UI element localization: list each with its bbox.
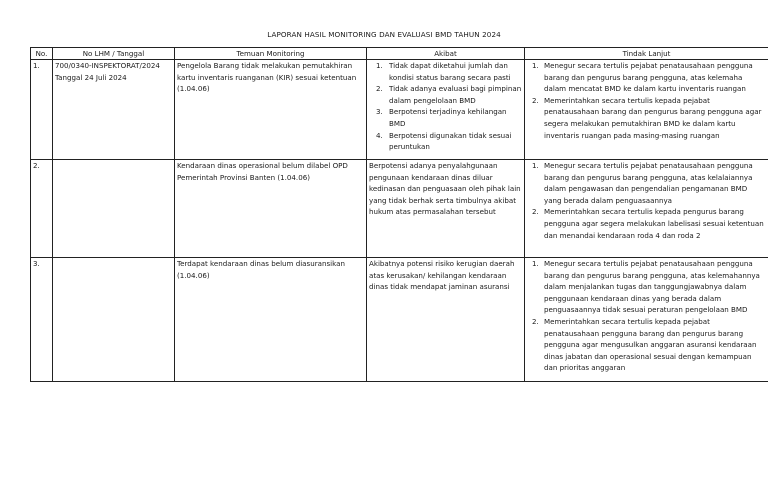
temuan-cell: Pengelola Barang tidak melakukan pemutakhiran kartu inventaris ruanganan (KIR) sesuai ketentuan (1.04.06) (175, 60, 367, 160)
row-number: 2. (31, 160, 53, 258)
akibat-cell: Akibatnya potensi risiko kerugian daerah atas kerusakan/ kehilangan kendaraan dinas tidak mendapat jaminan asuransi (367, 258, 525, 382)
table-row (31, 258, 768, 382)
list-item: 1. Menegur secara tertulis pejabat penatausahaan pengguna barang dan pengurus barang pengguna, atas kelalaiannya dalam pengawasan dan pengendalian pengamanan BMD yang berada dalam penguasaannya (541, 160, 766, 206)
tindak-lanjut-cell (525, 60, 768, 160)
tindak-lanjut-list (527, 60, 766, 141)
document-title: LAPORAN HASIL MONITORING DAN EVALUASI BMD TAHUN 2024 (267, 30, 501, 39)
lhm-cell (53, 160, 175, 258)
lhm-cell (53, 258, 175, 382)
list-item: 3. Berpotensi terjadinya kehilangan BMD (385, 106, 522, 129)
tindak-lanjut-cell (525, 160, 768, 258)
header-akibat: Akibat (367, 48, 525, 60)
list-item: 2. Memerintahkan secara tertulis kepada pejabat penatausahaan pengguna barang dan pengurus barang pengguna agar mengusulkan anggaran asuransi kendaraan dinas jabatan dan operasional sesuai dengan kemampuan dan prioritas anggaran (541, 316, 766, 374)
list-item: 2. Tidak adanya evaluasi bagi pimpinan dalam pengelolaan BMD (385, 83, 522, 106)
tindak-lanjut-cell (525, 258, 768, 382)
list-item: 1. Menegur secara tertulis pejabat penatausahaan pengguna barang dan pengurus barang pengguna, atas kelemaha dalam mencatat BMD ke dalam kartu inventaris ruangan (541, 60, 766, 95)
table-header-row (31, 48, 768, 60)
list-item: 1. Tidak dapat diketahui jumlah dan kondisi status barang secara pasti (385, 60, 522, 83)
row-number: 1. (31, 60, 53, 160)
lhm-date: Tanggal 24 Juli 2024 (55, 72, 127, 82)
list-item: 4. Berpotensi digunakan tidak sesuai peruntukan (385, 130, 522, 153)
lhm-cell (53, 60, 175, 160)
tindak-lanjut-list (527, 160, 766, 241)
monitoring-report-table (30, 47, 768, 382)
akibat-cell: Berpotensi adanya penyalahgunaan pengunaan kendaraan dinas diluar kedinasan dan penguasaan oleh pihak lain yang tidak berhak serta timbulnya akibat hukum atas permasalahan tersebut (367, 160, 525, 258)
header-tindak-lanjut: Tindak Lanjut (525, 48, 768, 60)
temuan-cell: Terdapat kendaraan dinas belum diasuransikan (1.04.06) (175, 258, 367, 382)
header-lhm: No LHM / Tanggal (53, 48, 175, 60)
list-item: 2. Memerintahkan secara tertulis kepada pejabat penatausahaan barang dan pengurus barang pengguna agar segera melakukan pemutakhiran BMD ke dalam kartu inventaris ruangan pada masing-masing ruangan (541, 95, 766, 141)
header-temuan: Temuan Monitoring (175, 48, 367, 60)
row-number: 3. (31, 258, 53, 382)
temuan-cell: Kendaraan dinas operasional belum dilabel OPD Pemerintah Provinsi Banten (1.04.06) (175, 160, 367, 258)
akibat-list (369, 60, 522, 153)
list-item: 2. Memerintahkan secara tertulis kepada pengurus barang pengguna agar segera melakukan labelisasi sesuai ketentuan dan menandai kendaraan roda 4 dan roda 2 (541, 206, 766, 241)
list-item: 1. Menegur secara tertulis pejabat penatausahaan pengguna barang dan pengurus barang pengguna, atas kelemahannya dalam menjalankan tugas dan tanggungjawabnya dalam penggunaan kendaraan dinas yang berada dalam penguasaannya tidak sesuai peraturan pengelolaan BMD (541, 258, 766, 316)
header-no: No. (31, 48, 53, 60)
table-row (31, 160, 768, 258)
lhm-number: 700/0340-INSPEKTORAT/2024 (55, 61, 160, 70)
tindak-lanjut-list (527, 258, 766, 374)
akibat-cell (367, 60, 525, 160)
table-row (31, 60, 768, 160)
